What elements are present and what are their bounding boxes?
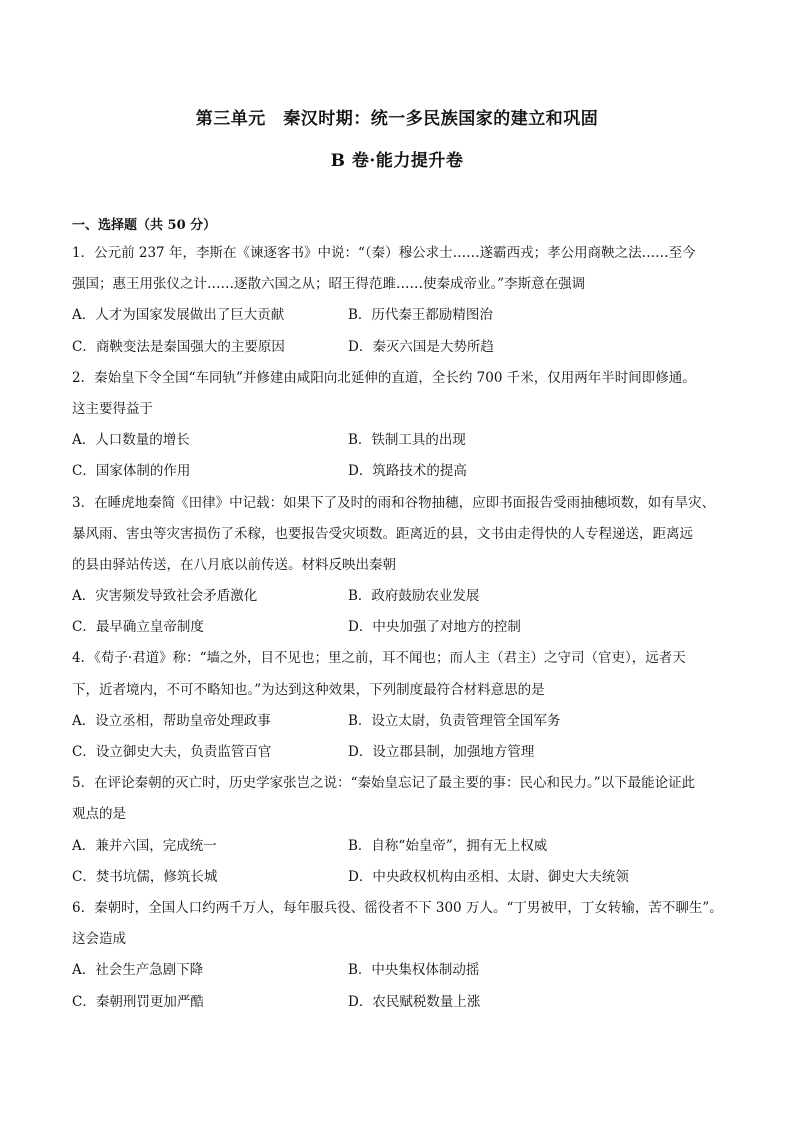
question-stem (72, 238, 724, 300)
answer-option-d[interactable]: D．秦灭六国是大势所趋 (348, 338, 494, 355)
question-list (72, 238, 724, 1018)
answer-option-d[interactable]: D．中央加强了对地方的控制 (348, 619, 521, 636)
question-stem-line: 3．在睡虎地秦简《田律》中记载：如果下了及时的雨和谷物抽穗，应即书面报告受雨抽穗顷数，如有旱灾、 (72, 494, 716, 511)
question-stem-line: 观点的是 (72, 806, 126, 823)
question-stem (72, 768, 724, 830)
answer-option-b[interactable]: B．中央集权体制动摇 (348, 962, 480, 979)
answer-option-c[interactable]: C．商鞅变法是秦国强大的主要原因 (72, 338, 285, 355)
question-1 (72, 238, 724, 363)
answer-option-a[interactable]: A．兼并六国，完成统一 (72, 837, 217, 854)
answer-option-c[interactable]: C．焚书坑儒，修筑长城 (72, 868, 218, 885)
question-3 (72, 488, 724, 644)
answer-options (72, 300, 724, 362)
question-5 (72, 768, 724, 893)
question-stem-line: 5．在评论秦朝的灭亡时，历史学家张岂之说：“秦始皇忘记了最主要的事：民心和民力。”以下最能论证此 (72, 775, 696, 792)
answer-option-a[interactable]: A．人口数量的增长 (72, 432, 190, 449)
answer-option-d[interactable]: D．中央政权机构由丞相、太尉、御史大夫统领 (348, 868, 629, 885)
answer-option-d[interactable]: D．设立郡县制，加强地方管理 (348, 744, 535, 760)
answer-option-c[interactable]: C．秦朝刑罚更加严酷 (72, 993, 204, 1010)
question-6 (72, 893, 724, 1018)
question-stem-line: 强国；惠王用张仪之计……逐散六国之从；昭王得范雎……使秦成帝业。”李斯意在强调 (72, 276, 586, 293)
question-stem-line: 暴风雨、害虫等灾害损伤了禾稼，也要报告受灾顷数。距离近的县，文书由走得快的人专程递送，距离远 (72, 525, 693, 542)
answer-options (72, 831, 724, 893)
question-section (72, 214, 724, 1018)
answer-option-c[interactable]: C．最早确立皇帝制度 (72, 619, 204, 636)
answer-options (72, 706, 724, 768)
question-stem-line: 4．《荀子·君道》称：“墙之外，目不见也；里之前，耳不闻也；而人主（君主）之守司（官吏），远者天 (72, 650, 686, 667)
question-4 (72, 643, 724, 768)
question-stem-line: 6．秦朝时，全国人口约两千万人，每年服兵役、徭役者不下 300 万人。“丁男被甲，丁女转输，苦不聊生”。 (72, 899, 723, 916)
question-stem-line: 这会造成 (72, 931, 126, 948)
answer-option-b[interactable]: B．历代秦王都励精图治 (348, 307, 493, 324)
answer-option-b[interactable]: B．自称“始皇帝”，拥有无上权威 (348, 837, 548, 854)
question-2 (72, 363, 724, 488)
answer-options (72, 425, 724, 487)
question-stem-line: 2．秦始皇下令全国“车同轨”并修建由咸阳向北延伸的直道，全长约 700 千米，仅用两年半时间即修通。 (72, 369, 696, 386)
unit-title: 第三单元 秦汉时期：统一多民族国家的建立和巩固 (195, 109, 599, 129)
answer-option-c[interactable]: C．国家体制的作用 (72, 463, 191, 480)
question-stem (72, 488, 724, 582)
answer-options (72, 955, 724, 1017)
paper-subtitle: B 卷·能力提升卷 (330, 151, 464, 171)
question-stem (72, 643, 724, 705)
question-stem (72, 363, 724, 425)
question-stem-line: 下，近者境内，不可不略知也。”为达到这种效果，下列制度最符合材料意思的是 (72, 681, 545, 698)
answer-option-a[interactable]: A．社会生产急剧下降 (72, 962, 204, 979)
question-stem-line: 这主要得益于 (72, 400, 153, 417)
answer-option-b[interactable]: B．设立太尉，负责管理管全国军务 (348, 712, 561, 729)
answer-option-b[interactable]: B．政府鼓励农业发展 (348, 588, 480, 605)
answer-option-c[interactable]: C．设立御史大夫，负责监管百官 (72, 744, 272, 760)
answer-option-a[interactable]: A．灾害频发导致社会矛盾激化 (72, 588, 258, 605)
answer-options (72, 581, 724, 643)
question-stem (72, 893, 724, 955)
question-stem-line: 1．公元前 237 年，李斯在《谏逐客书》中说：“（秦）穆公求士……遂霸西戎；孝公用商鞅之法……至今 (72, 245, 696, 261)
question-stem-line: 的县由驿站传送，在八月底以前传送。材料反映出秦朝 (72, 556, 396, 573)
answer-option-d[interactable]: D．农民赋税数量上涨 (348, 993, 481, 1010)
answer-option-a[interactable]: A．人才为国家发展做出了巨大贡献 (72, 307, 285, 324)
answer-option-b[interactable]: B．铁制工具的出现 (348, 432, 466, 449)
answer-option-d[interactable]: D．筑路技术的提高 (348, 463, 467, 480)
section-heading: 一、选择题（共 50 分） (72, 218, 217, 233)
answer-option-a[interactable]: A．设立丞相，帮助皇帝处理政事 (72, 712, 271, 729)
